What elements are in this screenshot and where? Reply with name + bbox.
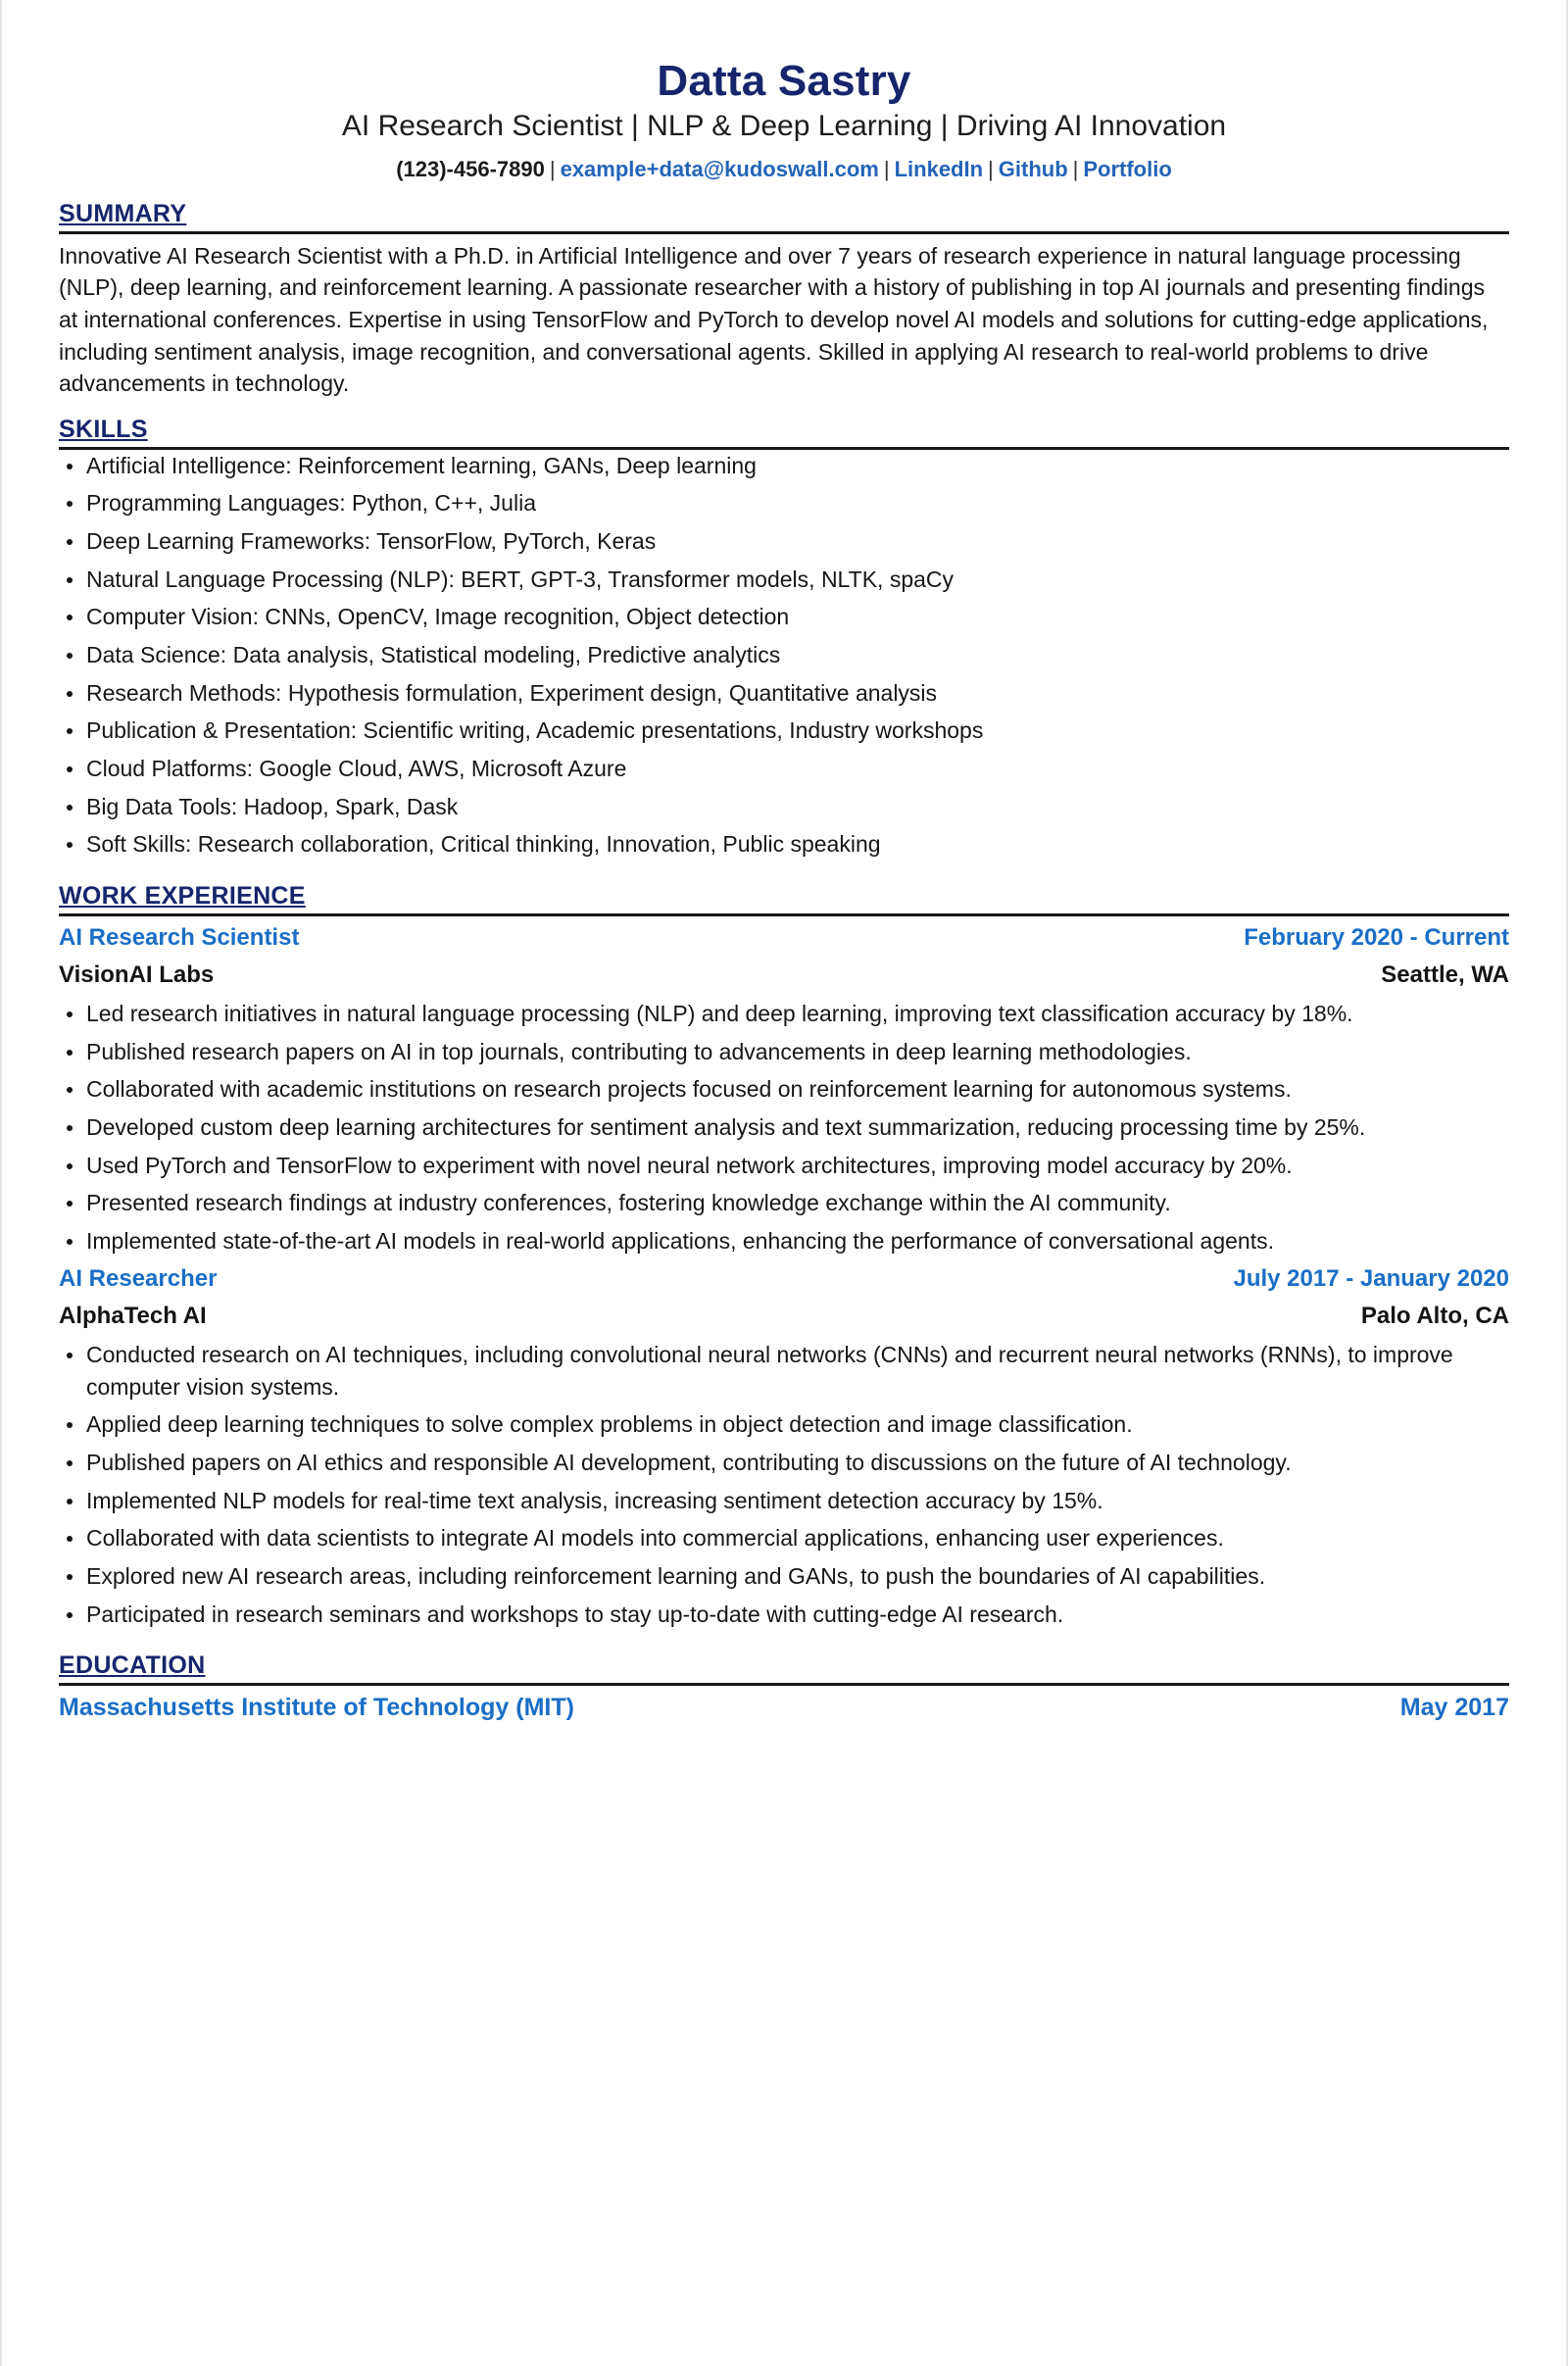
list-item: Deep Learning Frameworks: TensorFlow, PyTorch, Keras xyxy=(59,525,1509,558)
list-item: Collaborated with academic institutions on research projects focused on reinforcement learning for autonomous systems. xyxy=(59,1073,1509,1106)
job-dates: February 2020 - Current xyxy=(1244,923,1509,951)
email-link[interactable]: example+data@kudoswall.com xyxy=(560,157,879,182)
section-title-work-experience: WORK EXPERIENCE xyxy=(59,881,306,910)
list-item: Publication & Presentation: Scientific writing, Academic presentations, Industry workshops xyxy=(59,715,1509,747)
candidate-name: Datta Sastry xyxy=(657,57,911,105)
experience-entry xyxy=(59,1263,1509,1631)
education-date: May 2017 xyxy=(1399,1693,1509,1721)
list-item: Participated in research seminars and workshops to stay up-to-date with cutting-edge AI research. xyxy=(59,1599,1509,1631)
resume-header xyxy=(59,0,1509,184)
school-name: Massachusetts Institute of Technology (MIT) xyxy=(59,1693,574,1721)
list-item: Led research initiatives in natural language processing (NLP) and deep learning, improving text classification accuracy by 18%. xyxy=(59,998,1509,1030)
job-location: Palo Alto, CA xyxy=(1360,1302,1509,1329)
list-item: Used PyTorch and TensorFlow to experiment with novel neural network architectures, improving model accuracy by 20%. xyxy=(59,1150,1509,1182)
experience-company-row xyxy=(59,1301,1509,1331)
list-item: Research Methods: Hypothesis formulation, Experiment design, Quantitative analysis xyxy=(59,677,1509,710)
contact-separator: | xyxy=(988,157,994,182)
section-title-education: EDUCATION xyxy=(59,1651,206,1680)
list-item: Big Data Tools: Hadoop, Spark, Dask xyxy=(59,791,1509,823)
summary-paragraph: Innovative AI Research Scientist with a Ph.D. in Artificial Intelligence and over 7 years of research experience in natural language processing (NLP), deep learning, and reinforcement learning. A passionate researcher with a history of publishing in top AI journals and presenting findings at international conferences. Expertise in using TensorFlow and PyTorch to develop novel AI models and solutions for cutting-edge applications, including sentiment analysis, image recognition, and conversational agents. Skilled in applying AI research to real-world problems to drive advancements in technology. xyxy=(59,242,1489,397)
skills-list xyxy=(59,450,1509,861)
list-item: Applied deep learning techniques to solve complex problems in object detection and image classification. xyxy=(59,1408,1509,1441)
experience-title-row xyxy=(59,1263,1509,1294)
list-item: Implemented state-of-the-art AI models in real-world applications, enhancing the performance of conversational agents. xyxy=(59,1225,1509,1257)
contact-separator: | xyxy=(883,157,890,182)
phone-number: (123)-456-7890 xyxy=(396,157,545,182)
list-item: Conducted research on AI techniques, including convolutional neural networks (CNNs) and recurrent neural networks (RNNs), to improve computer vision systems. xyxy=(59,1339,1509,1403)
job-dates: July 2017 - January 2020 xyxy=(1233,1264,1509,1292)
list-item: Computer Vision: CNNs, OpenCV, Image recognition, Object detection xyxy=(59,601,1509,633)
section-rule xyxy=(59,913,1509,916)
list-item: Programming Languages: Python, C++, Julia xyxy=(59,487,1509,519)
job-location: Seattle, WA xyxy=(1381,961,1509,988)
section-title-summary: SUMMARY xyxy=(59,199,187,227)
contact-separator: | xyxy=(1072,157,1079,182)
list-item: Explored new AI research areas, including reinforcement learning and GANs, to push the boundaries of AI capabilities. xyxy=(59,1560,1509,1593)
section-rule xyxy=(59,1683,1509,1686)
list-item: Natural Language Processing (NLP): BERT, GPT-3, Transformer models, NLTK, spaCy xyxy=(59,564,1509,596)
list-item: Data Science: Data analysis, Statistical modeling, Predictive analytics xyxy=(59,639,1509,671)
job-title: AI Researcher xyxy=(59,1264,218,1292)
experience-title-row xyxy=(59,922,1509,953)
candidate-headline: AI Research Scientist | NLP & Deep Learning | Driving AI Innovation xyxy=(341,110,1227,143)
list-item: Presented research findings at industry conferences, fostering knowledge exchange within the AI community. xyxy=(59,1187,1509,1219)
company-name: AlphaTech AI xyxy=(59,1302,207,1329)
section-summary xyxy=(59,200,1509,400)
list-item: Published papers on AI ethics and responsible AI development, contributing to discussions on the future of AI technology. xyxy=(59,1447,1509,1479)
list-item: Developed custom deep learning architectures for sentiment analysis and text summarization, reducing processing time by 25%. xyxy=(59,1111,1509,1144)
list-item: Artificial Intelligence: Reinforcement learning, GANs, Deep learning xyxy=(59,450,1509,482)
portfolio-link[interactable]: Portfolio xyxy=(1083,157,1172,182)
section-title-skills: SKILLS xyxy=(59,415,148,443)
list-item: Published research papers on AI in top journals, contributing to advancements in deep learning methodologies. xyxy=(59,1036,1509,1068)
education-entry xyxy=(59,1694,1509,1722)
github-link[interactable]: Github xyxy=(998,157,1068,182)
job-bullets-list xyxy=(59,1339,1509,1630)
list-item: Implemented NLP models for real-time text analysis, increasing sentiment detection accuracy by 15%. xyxy=(59,1485,1509,1517)
section-education xyxy=(59,1651,1509,1722)
experience-entry xyxy=(59,922,1509,1257)
contact-line xyxy=(59,156,1509,184)
company-name: VisionAI Labs xyxy=(59,961,215,988)
contact-separator: | xyxy=(549,157,556,182)
list-item: Collaborated with data scientists to integrate AI models into commercial applications, enhancing user experiences. xyxy=(59,1522,1509,1554)
list-item: Cloud Platforms: Google Cloud, AWS, Microsoft Azure xyxy=(59,753,1509,785)
experience-company-row xyxy=(59,960,1509,990)
section-skills xyxy=(59,416,1509,861)
section-rule xyxy=(59,231,1509,234)
list-item: Soft Skills: Research collaboration, Critical thinking, Innovation, Public speaking xyxy=(59,828,1509,861)
job-bullets-list xyxy=(59,998,1509,1257)
section-work-experience xyxy=(59,882,1509,1630)
linkedin-link[interactable]: LinkedIn xyxy=(894,157,984,182)
job-title: AI Research Scientist xyxy=(59,923,300,951)
